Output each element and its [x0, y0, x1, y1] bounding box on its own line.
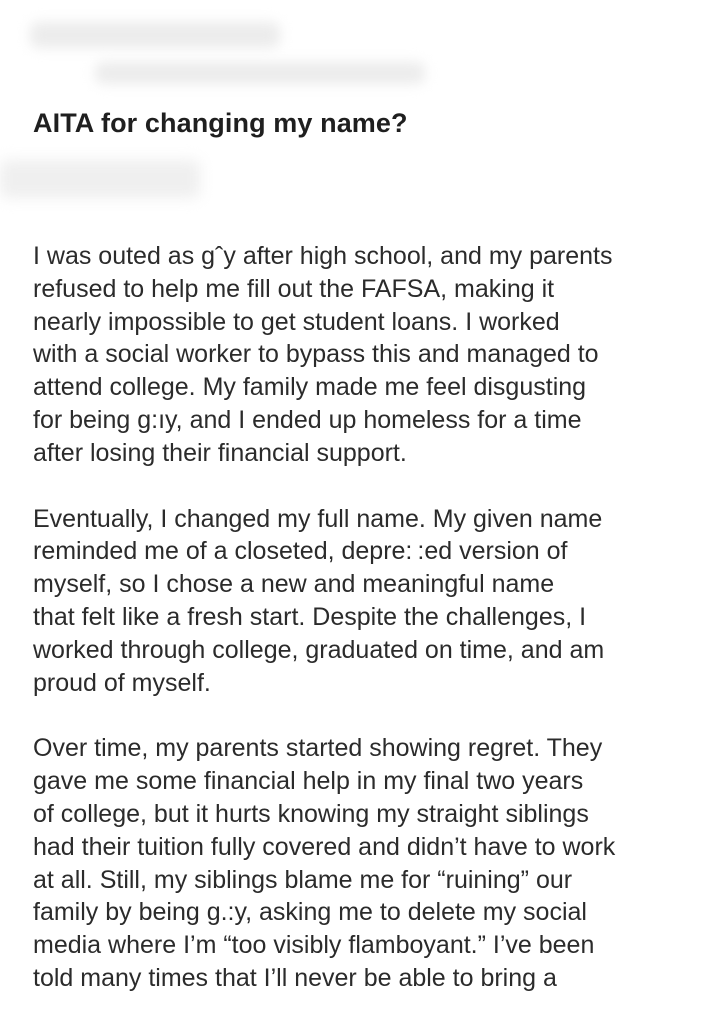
blurred-post-header	[0, 0, 720, 110]
text-line: for being g:ıy, and I ended up homeless for a time	[33, 405, 582, 434]
text-line: myself, so I chose a new and meaningful name	[33, 570, 555, 599]
post-body	[33, 240, 703, 1017]
blurred-post-meta	[0, 160, 200, 198]
text-line: after losing their financial support.	[33, 438, 407, 467]
paragraph-2	[33, 503, 703, 700]
text-line: media where I’m “too visibly flamboyant.” I’ve been	[33, 931, 595, 960]
blurred-author-info	[95, 62, 425, 84]
text-line: told many times that I’ll never be able to bring a	[33, 963, 557, 992]
text-line: proud of myself.	[33, 668, 211, 697]
text-line: Over time, my parents started showing regret. They	[33, 734, 603, 763]
text-line: that felt like a fresh start. Despite the challenges, I	[33, 602, 587, 631]
text-line: worked through college, graduated on time, and am	[33, 635, 605, 664]
text-line: Eventually, I changed my full name. My given name	[33, 504, 603, 533]
paragraph-3	[33, 732, 703, 994]
text-line: of college, but it hurts knowing my straight siblings	[33, 799, 589, 828]
text-line: family by being g.:y, asking me to delete my social	[33, 898, 587, 927]
text-line: had their tuition fully covered and didn’t have to work	[33, 832, 616, 861]
text-line: reminded me of a closeted, depre: :ed version of	[33, 537, 568, 566]
text-line: at all. Still, my siblings blame me for “ruining” our	[33, 865, 573, 894]
text-line: refused to help me fill out the FAFSA, making it	[33, 274, 555, 303]
text-line: I was outed as gˆy after high school, and my parents	[33, 242, 613, 270]
paragraph-1	[33, 240, 703, 470]
text-line: gave me some financial help in my final two years	[33, 767, 584, 796]
text-line: with a social worker to bypass this and managed to	[33, 340, 599, 369]
post-title: AITA for changing my name?	[33, 108, 408, 138]
text-line: nearly impossible to get student loans. I worked	[33, 307, 560, 336]
text-line: attend college. My family made me feel disgusting	[33, 373, 587, 402]
blurred-subreddit-name	[30, 22, 280, 48]
